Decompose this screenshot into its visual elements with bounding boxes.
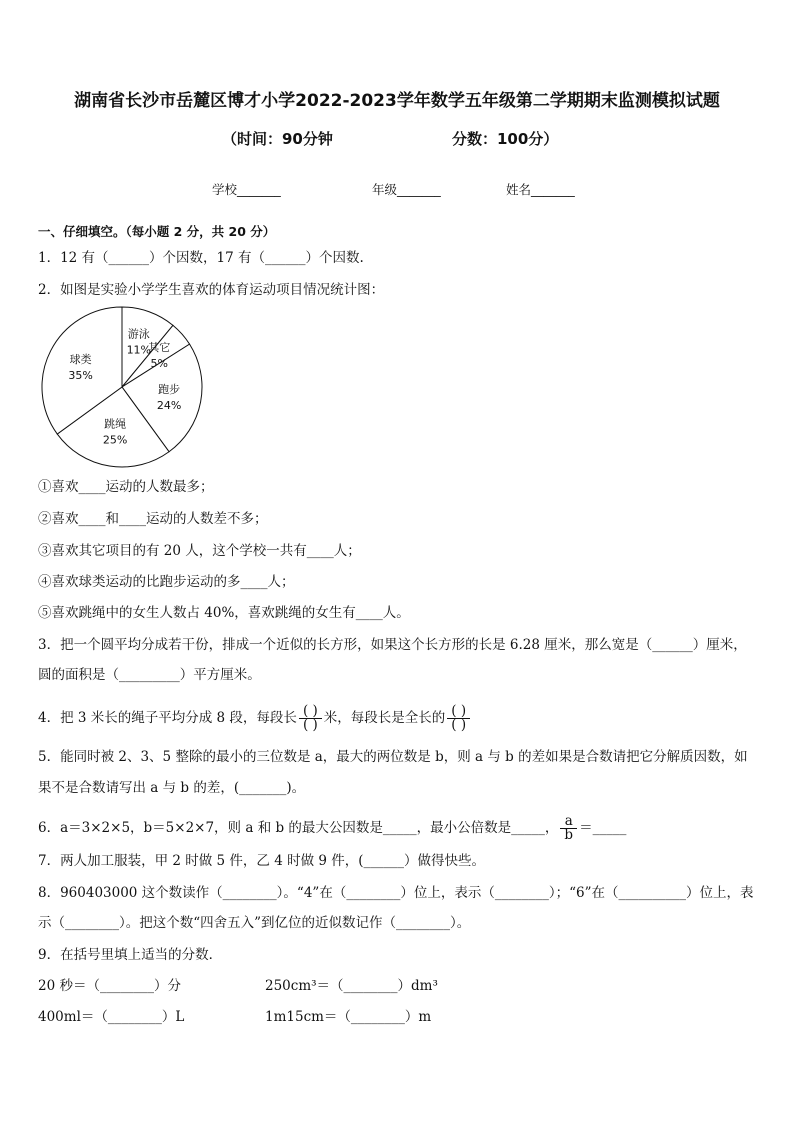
fraction-denominator: ( ) [451,717,467,733]
question-2-2: ②喜欢____和____运动的人数差不多； [38,511,268,527]
question-4-text-b: 米，每段长是全长的 [323,710,446,726]
grade-field: 年级_______ [372,182,441,197]
pie-slice-percent: 5% [150,357,168,371]
question-1: 1．12 有（______）个因数，17 有（______）个因数. [38,250,364,266]
fraction-a-over-b [560,815,577,842]
exam-title: 湖南省长沙市岳麓区博才小学2022-2023学年数学五年级第二学期期末监测模拟试题 [74,91,720,111]
question-5-line1: 5．能同时被 2、3、5 整除的最小的三位数是 a，最大的两位数是 b，则 a 与 b 的差如果是合数请把它分解质因数，如 [38,749,748,765]
school-field: 学校_______ [212,182,281,197]
question-3-line2: 圆的面积是（_________）平方厘米。 [38,667,261,683]
question-4 [38,705,472,732]
fraction-blank-1 [299,705,322,732]
fraction-numerator: ( ) [299,705,322,719]
question-9-item-2: 250cm³＝（________）dm³ [265,978,438,994]
question-9-item-3: 400ml＝（________）L [38,1009,185,1025]
fraction-numerator: a [560,815,577,829]
fraction-denominator: ( ) [302,717,318,733]
section-heading: 一、仔细填空。（每小题 2 分，共 20 分） [38,224,276,239]
question-9: 9．在括号里填上适当的分数． [38,947,223,963]
time-label: （时间：90分钟 [222,130,333,148]
question-6 [38,815,626,842]
question-8-line2: 示（________）。把这个数“四舍五入”到亿位的近似数记作（________）。 [38,915,471,931]
question-5-line2: 果不是合数请写出 a 与 b 的差，(_______)。 [38,780,306,796]
question-2: 2．如图是实验小学学生喜欢的体育运动项目情况统计图： [38,282,385,298]
question-8-line1: 8．960403000 这个数读作（________）。“4”在（________）位上，表示（________）；“6”在（__________）位上，表 [38,885,754,901]
fraction-denominator: b [564,827,574,843]
pie-slice-label: 游泳 [127,327,150,341]
question-2-4: ④喜欢球类运动的比跑步运动的多____人； [38,574,295,590]
name-field: 姓名_______ [506,182,575,197]
pie-slice-percent: 25% [102,433,128,447]
pie-slice-label: 跳绳 [104,417,127,431]
pie-slice-percent: 24% [156,398,182,412]
pie-slice-percent: 35% [68,368,93,382]
pie-slice-label: 跑步 [158,382,181,396]
question-2-3: ③喜欢其它项目的有 20 人，这个学校一共有____人； [38,543,361,559]
question-7: 7．两人加工服装，甲 2 时做 5 件，乙 4 时做 9 件，(______）做得快些。 [38,853,486,869]
question-2-1: ①喜欢____运动的人数最多； [38,479,214,495]
question-6-answer: ＝_____ [579,820,627,836]
fraction-blank-2 [447,705,470,732]
sports-pie-chart [35,303,210,473]
question-3-line1: 3．把一个圆平均分成若干份，排成一个近似的长方形，如果这个长方形的长是 6.28 厘米，那么宽是（______）厘米， [38,637,747,653]
pie-slice-label: 球类 [69,352,92,366]
question-6-text: 6．a＝3×2×5，b＝5×2×7，则 a 和 b 的最大公因数是_____，最小公倍数是_____， [38,820,559,836]
question-9-item-1: 20 秒＝（________）分 [38,978,181,994]
question-4-text-a: 4．把 3 米长的绳子平均分成 8 段，每段长 [38,710,297,726]
pie-slice-percent: 11% [126,343,152,357]
pie-slice-label: 其它 [148,341,171,355]
question-2-5: ⑤喜欢跳绳中的女生人数占 40%，喜欢跳绳的女生有____人。 [38,605,410,621]
score-label: 分数：100分） [452,130,559,148]
question-9-item-4: 1m15cm＝（________）m [265,1009,432,1025]
fraction-numerator: ( ) [447,705,470,719]
